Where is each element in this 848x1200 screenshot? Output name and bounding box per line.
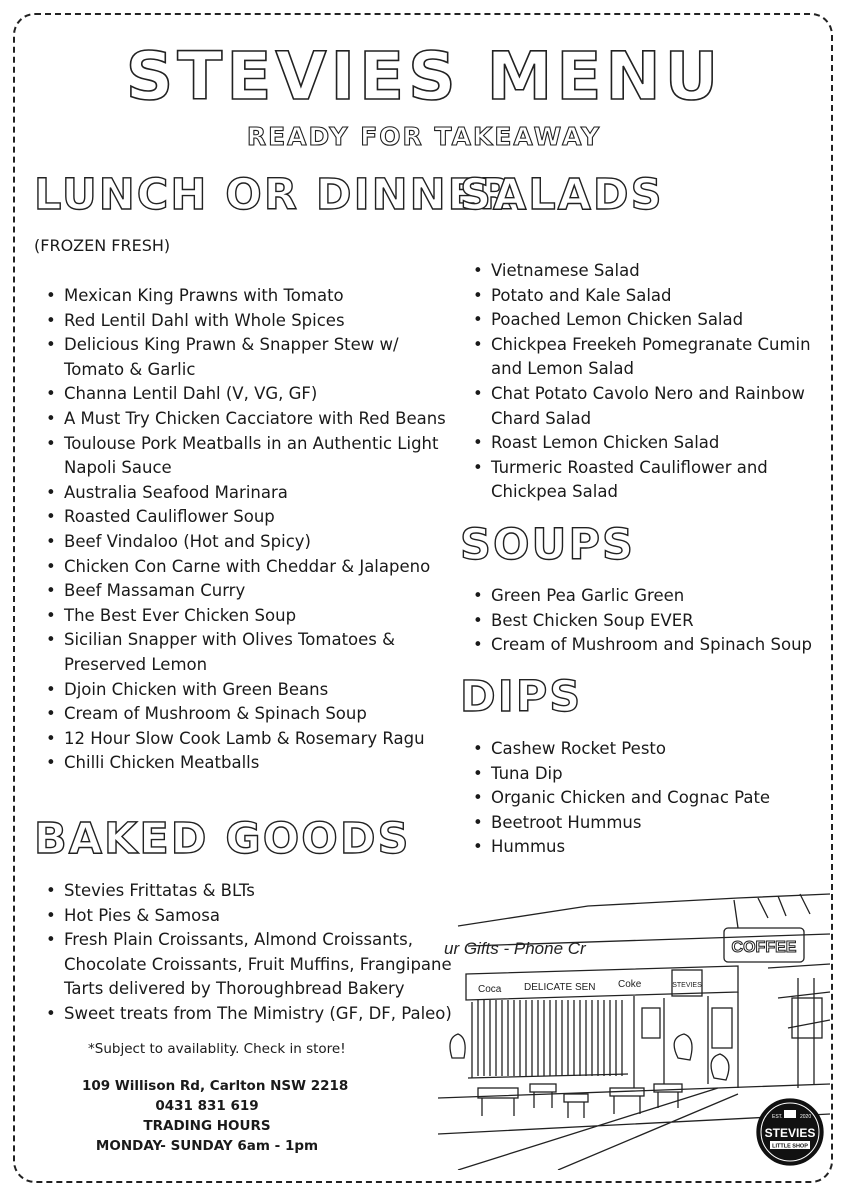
list-item: • Mexican King Prawns with Tomato (64, 284, 459, 309)
shop-info (82, 1076, 349, 1156)
logo-est-text: EST. (772, 1114, 783, 1120)
salads-list (465, 259, 836, 505)
list-item: • Beef Massaman Curry (64, 579, 459, 604)
soups-heading: SOUPS (460, 520, 635, 570)
list-item: • Sicilian Snapper with Olives Tomatoes & Preserved Lemon (64, 628, 459, 677)
soups-list (465, 584, 841, 658)
frozen-fresh-note: (FROZEN FRESH) (34, 236, 171, 255)
list-item: • A Must Try Chicken Cacciatore with Red Beans (64, 407, 459, 432)
list-item: • Beef Vindaloo (Hot and Spicy) (64, 530, 459, 555)
dips-heading: DIPS (460, 672, 583, 722)
baked-goods-heading: BAKED GOODS (34, 814, 411, 864)
list-item: • Chat Potato Cavolo Nero and Rainbow Chard Salad (491, 382, 836, 431)
list-item: • Organic Chicken and Cognac Pate (491, 786, 836, 811)
lunch-heading: LUNCH OR DINNER (34, 170, 515, 220)
list-item: • Best Chicken Soup EVER (491, 609, 841, 634)
phone-number: 0431 831 619 (155, 1098, 259, 1114)
list-item: • Potato and Kale Salad (491, 284, 836, 309)
awning-text-left: Coca (478, 984, 502, 995)
list-item: • Cream of Mushroom and Spinach Soup (491, 633, 841, 658)
lunch-list (38, 284, 459, 776)
list-item: • Red Lentil Dahl with Whole Spices (64, 309, 459, 334)
list-item: • Cream of Mushroom & Spinach Soup (64, 702, 459, 727)
coffee-sign-text: COFFEE (731, 939, 797, 956)
stevies-logo-badge (757, 1099, 823, 1165)
small-stevies-sign: STEVIES (672, 982, 702, 989)
list-item: • Djoin Chicken with Green Beans (64, 678, 459, 703)
handwritten-sign-text: ur Gifts - Phone Cr (444, 939, 586, 958)
list-item: • Stevies Frittatas & BLTs (64, 879, 476, 904)
list-item: • Turmeric Roasted Cauliflower and Chickpea Salad (491, 456, 836, 505)
list-item: • Poached Lemon Chicken Salad (491, 308, 836, 333)
list-item: • Tuna Dip (491, 762, 836, 787)
list-item: • Channa Lentil Dahl (V, VG, GF) (64, 382, 459, 407)
baked-goods-list (38, 879, 476, 1027)
list-item: • Roast Lemon Chicken Salad (491, 431, 836, 456)
list-item: • The Best Ever Chicken Soup (64, 604, 459, 629)
awning-text-middle: DELICATE SEN (524, 982, 596, 993)
trading-hours-label: TRADING HOURS (143, 1118, 271, 1134)
list-item: • Fresh Plain Croissants, Almond Croissants, Chocolate Croissants, Fruit Muffins, Frangipane Tarts delivered by Thoroughbread Bakery (64, 928, 476, 1002)
trading-hours: MONDAY- SUNDAY 6am - 1pm (95, 1138, 319, 1154)
list-item: • Vietnamese Salad (491, 259, 836, 284)
list-item: • Roasted Cauliflower Soup (64, 505, 459, 530)
list-item: • Green Pea Garlic Green (491, 584, 841, 609)
logo-sub-text: LITTLE SHOP (772, 1143, 808, 1150)
list-item: • 12 Hour Slow Cook Lamb & Rosemary Ragu (64, 727, 459, 752)
list-item: • Sweet treats from The Mimistry (GF, DF, Paleo) (64, 1002, 476, 1027)
list-item: • Toulouse Pork Meatballs in an Authentic Light Napoli Sauce (64, 432, 459, 481)
menu-subtitle: READY FOR TAKEAWAY (246, 122, 602, 151)
dips-list (465, 737, 836, 860)
menu-title: STEVIES MENU (125, 38, 723, 115)
availability-note: *Subject to availablity. Check in store! (88, 1041, 346, 1057)
list-item: • Hot Pies & Samosa (64, 904, 476, 929)
logo-name-text: STEVIES (764, 1126, 816, 1140)
salads-heading: SALADS (460, 170, 664, 220)
list-item: • Chicken Con Carne with Cheddar & Jalapeno (64, 555, 459, 580)
logo-year-text: 2020 (800, 1114, 812, 1120)
list-item: • Chilli Chicken Meatballs (64, 751, 459, 776)
list-item: • Beetroot Hummus (491, 811, 836, 836)
list-item: • Hummus (491, 835, 836, 860)
address: 109 Willison Rd, Carlton NSW 2218 (82, 1078, 349, 1094)
list-item: • Cashew Rocket Pesto (491, 737, 836, 762)
list-item: • Chickpea Freekeh Pomegranate Cumin and Lemon Salad (491, 333, 836, 382)
awning-text-right: Coke (618, 979, 642, 990)
shopfront-illustration (438, 888, 830, 1170)
list-item: • Australia Seafood Marinara (64, 481, 459, 506)
list-item: • Delicious King Prawn & Snapper Stew w/ Tomato & Garlic (64, 333, 459, 382)
